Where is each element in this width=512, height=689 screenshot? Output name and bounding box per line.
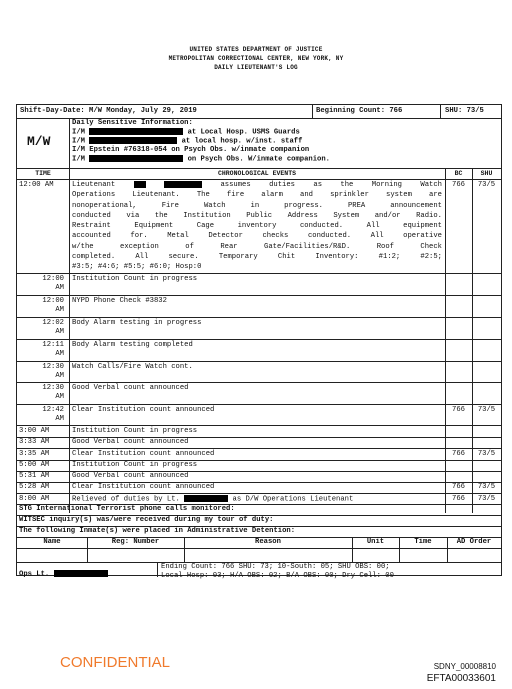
col-shu: SHU [480,170,493,177]
entry-time: 12:00 [42,297,64,305]
entry-time-ampm: AM [55,415,64,423]
entry-line: #3:5; #4:6; #5:5; #6:0; Hosp:0 [72,263,202,272]
redaction [134,181,146,188]
first-entry-text [72,180,442,273]
entry-shu: 73/5 [477,450,496,458]
entry-event: Body Alarm testing in progress [72,319,202,327]
entry-event: NYPD Phone Check #3832 [72,297,167,305]
entry-bc: 766 [452,406,465,414]
detention-col-name: Name [43,538,61,546]
entry-event: Clear Institution count announced [72,483,215,491]
entry-line: Lieutenant assumes duties as the Morning Watch [72,181,442,189]
entry-line: Operations Lieutenant. The fire alarm and sprinkler system are [72,191,442,200]
entry-bc: 766 [452,495,465,503]
shift-code: M/W [27,134,51,149]
entry-line: Restraint Equipment Cage inventory conducted. All equipment [72,222,442,231]
detention-col-reason: Reason [255,538,281,546]
confidential-stamp: CONFIDENTIAL [60,654,171,671]
detention-col-unit: Unit [366,538,385,546]
admin-detention: The following Inmate(s) were placed in Administrative Detention: [19,527,296,535]
entry-time: 12:00 [42,275,64,283]
entry-time: 12:11 [42,341,64,349]
entry-time: 5:00 AM [19,461,50,469]
col-time: TIME [35,170,51,177]
entry-time: 12:00 AM [19,181,54,189]
detention-col-reg: Reg: Number [111,538,160,546]
stg-monitored: STG International Terrorist phone calls monitored: [19,505,235,513]
entry-event: Institution Count in progress [72,461,198,469]
entry-event: Clear Institution count announced [72,406,215,414]
entry-time: 8:00 AM [19,495,50,503]
header-log-title: DAILY LIEUTENANT'S LOG [214,64,298,71]
entry-time: 12:42 [42,406,64,414]
entry-shu: 73/5 [477,406,496,414]
sensitive-line-4: I/M on Psych Obs. W/inmate companion. [72,155,330,164]
col-events: CHRONOLOGICAL EVENTS [217,170,296,177]
entry-line: completed. All secure. Temporary Chit Inventory: #1:2; #2:5; [72,253,442,262]
entry-time: 12:30 [42,384,64,392]
entry-shu: 73/5 [477,483,496,491]
redaction [164,181,202,188]
entry-event: Good Verbal count announced [72,472,189,480]
shift-day-date: Shift-Day-Date: M/W Monday, July 29, 2019 [20,107,197,115]
redaction [89,155,183,162]
ops-lt-label: Ops Lt. [19,570,108,579]
detention-col-ad-order: AD Order [456,538,492,546]
entry-event: Body Alarm testing completed [72,341,193,349]
entry-line: w/the exception of Rear Gate/Facilities/R&D. Roof Check [72,242,442,251]
detention-col-time: Time [414,538,432,546]
entry-time: 3:00 AM [19,427,50,435]
entry-time: 5:31 AM [19,472,50,480]
entry-time-ampm: AM [55,306,64,314]
col-bc: BC [454,170,463,177]
log-form [16,104,502,580]
ending-hosp: Local Hosp: 03; H/A OBS: 02; B/A OBS: 00; Dry Cell: 00 [161,572,394,580]
redaction [89,137,177,144]
entry-time-ampm: AM [55,393,64,401]
redaction [54,570,108,577]
entry-bc: 766 [452,181,465,189]
entry-time: 3:35 AM [19,450,50,458]
entry-time-ampm: AM [55,328,64,336]
entry-line: conducted via the Institution Public Address System and/or Radio. [72,211,442,220]
entry-event: Good Verbal count announced [72,438,189,446]
entry-bc: 766 [452,450,465,458]
witsec-inquiry: WITSEC inquiry(s) was/were received during my tour of duty: [19,516,274,524]
bates-number-efta: EFTA00033601 [426,673,496,684]
entry-line: nonoperational, Fire Watch in progress. PREA announcement [72,201,442,210]
shu-count: SHU: 73/5 [445,107,484,115]
entry-event: Clear Institution count announced [72,450,215,458]
redaction [184,495,228,502]
header-facility: METROPOLITAN CORRECTIONAL CENTER, NEW YORK, NY [168,55,344,62]
entry-time: 12:30 [42,363,64,371]
entry-line: accounted for. Metal Detector checks conducted. All operative [72,232,442,241]
redaction [89,128,183,135]
sensitive-line-1: I/M at Local Hosp. USMS Guards [72,128,300,137]
bates-number-sdny: SDNY_00008810 [433,662,496,671]
entry-event: Relieved of duties by Lt. as D/W Operations Lieutenant [72,495,354,504]
entry-time-ampm: AM [55,284,64,292]
entry-time-ampm: AM [55,372,64,380]
sensitive-line-3: I/M Epstein #76318-054 on Psych Obs. w/inmate companion [72,146,310,154]
entry-time: 3:33 AM [19,438,50,446]
sensitive-line-2: I/M at local hosp. w/inst. staff [72,137,303,146]
entry-time: 12:02 [42,319,64,327]
beginning-count: Beginning Count: 766 [316,107,403,115]
sensitive-title: Daily Sensitive Information: [72,119,193,127]
entry-time: 5:28 AM [19,483,50,491]
ending-count: Ending Count: 766 SHU: 73; 10-South: 05; SHU OBS: 00; [161,563,390,571]
header-dept: UNITED STATES DEPARTMENT OF JUSTICE [189,46,323,53]
entry-bc: 766 [452,483,465,491]
entry-event: Good Verbal count announced [72,384,189,392]
entry-event: Institution Count in progress [72,275,198,283]
entry-event: Institution Count in progress [72,427,198,435]
entry-event: Watch Calls/Fire Watch cont. [72,363,193,371]
entry-shu: 73/5 [477,181,496,189]
entry-time-ampm: AM [55,350,64,358]
entry-shu: 73/5 [477,495,496,503]
